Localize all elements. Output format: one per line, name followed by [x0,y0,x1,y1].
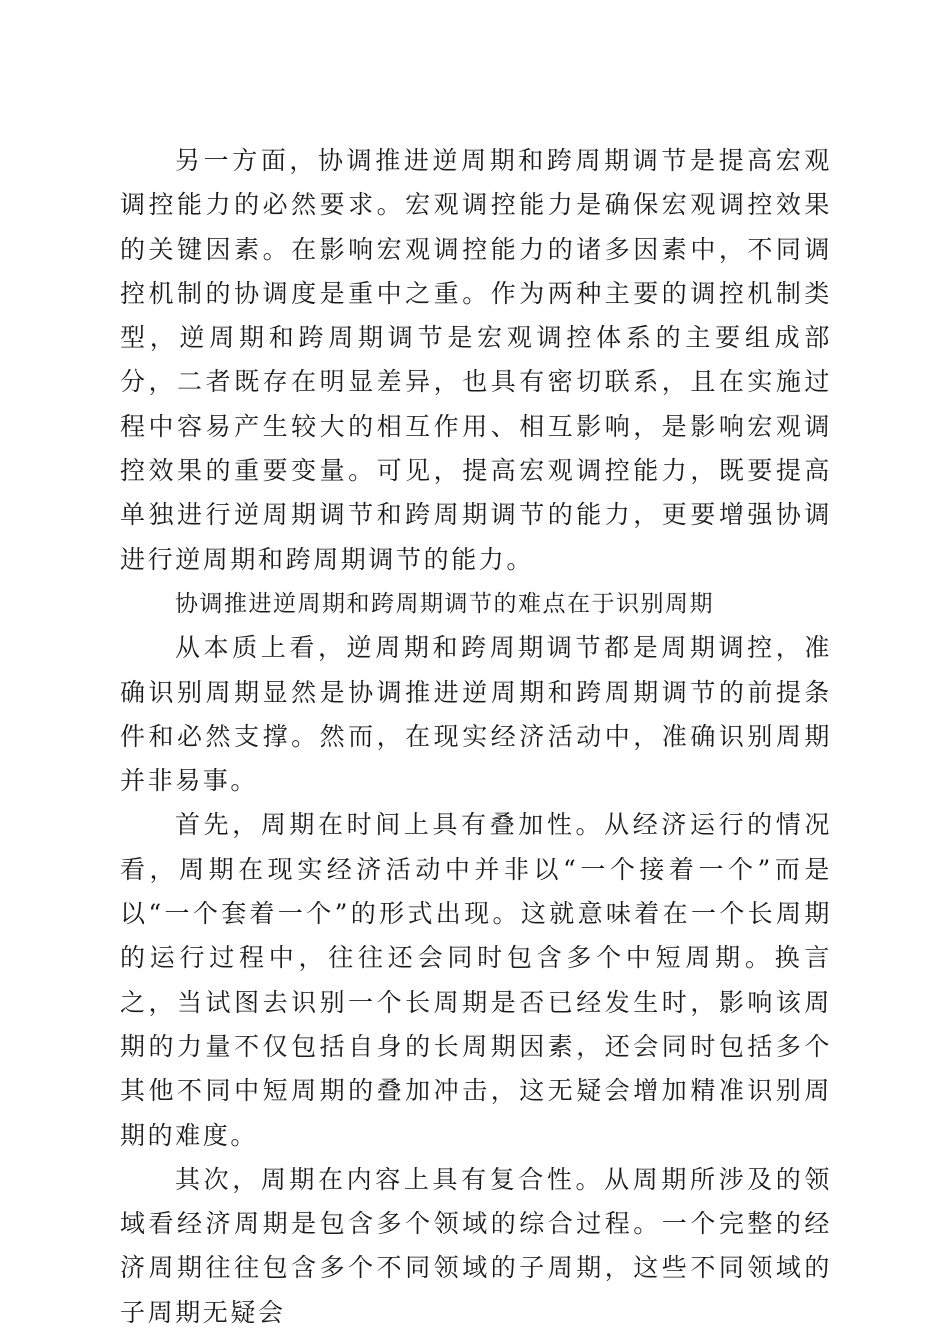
document-body [120,139,832,1335]
paragraph-cycle-overlap: 首先，周期在时间上具有叠加性。从经济运行的情况看，周期在现实经济活动中并非以“一个接着一个”而是以“一个套着一个”的形式出现。这就意味着在一个长周期的运行过程中，往往还会同时包含多个中短周期。换言之，当试图去识别一个长周期是否已经发生时，影响该周期的力量不仅包括自身的长周期因素，还会同时包括多个其他不同中短周期的叠加冲击，这无疑会增加精准识别周期的难度。 [120,810,832,1150]
paragraph-cycle-composite: 其次，周期在内容上具有复合性。从周期所涉及的领域看经济周期是包含多个领域的综合过程。一个完整的经济周期往往包含多个不同领域的子周期，这些不同领域的子周期无疑会 [120,1164,832,1327]
section-heading-identify-cycle: 协调推进逆周期和跨周期调节的难点在于识别周期 [175,590,714,617]
paragraph-essence-cycle-control: 从本质上看，逆周期和跨周期调节都是周期调控，准确识别周期显然是协调推进逆周期和跨周期调节的前提条件和必然支撑。然而，在现实经济活动中，准确识别周期并非易事。 [120,633,832,796]
paragraph-macro-control-capacity: 另一方面，协调推进逆周期和跨周期调节是提高宏观调控能力的必然要求。宏观调控能力是确保宏观调控效果的关键因素。在影响宏观调控能力的诸多因素中，不同调控机制的协调度是重中之重。作为两种主要的调控机制类型，逆周期和跨周期调节是宏观调控体系的主要组成部分，二者既存在明显差异，也具有密切联系，且在实施过程中容易产生较大的相互作用、相互影响，是影响宏观调控效果的重要变量。可见，提高宏观调控能力，既要提高单独进行逆周期调节和跨周期调节的能力，更要增强协调进行逆周期和跨周期调节的能力。 [120,146,832,574]
